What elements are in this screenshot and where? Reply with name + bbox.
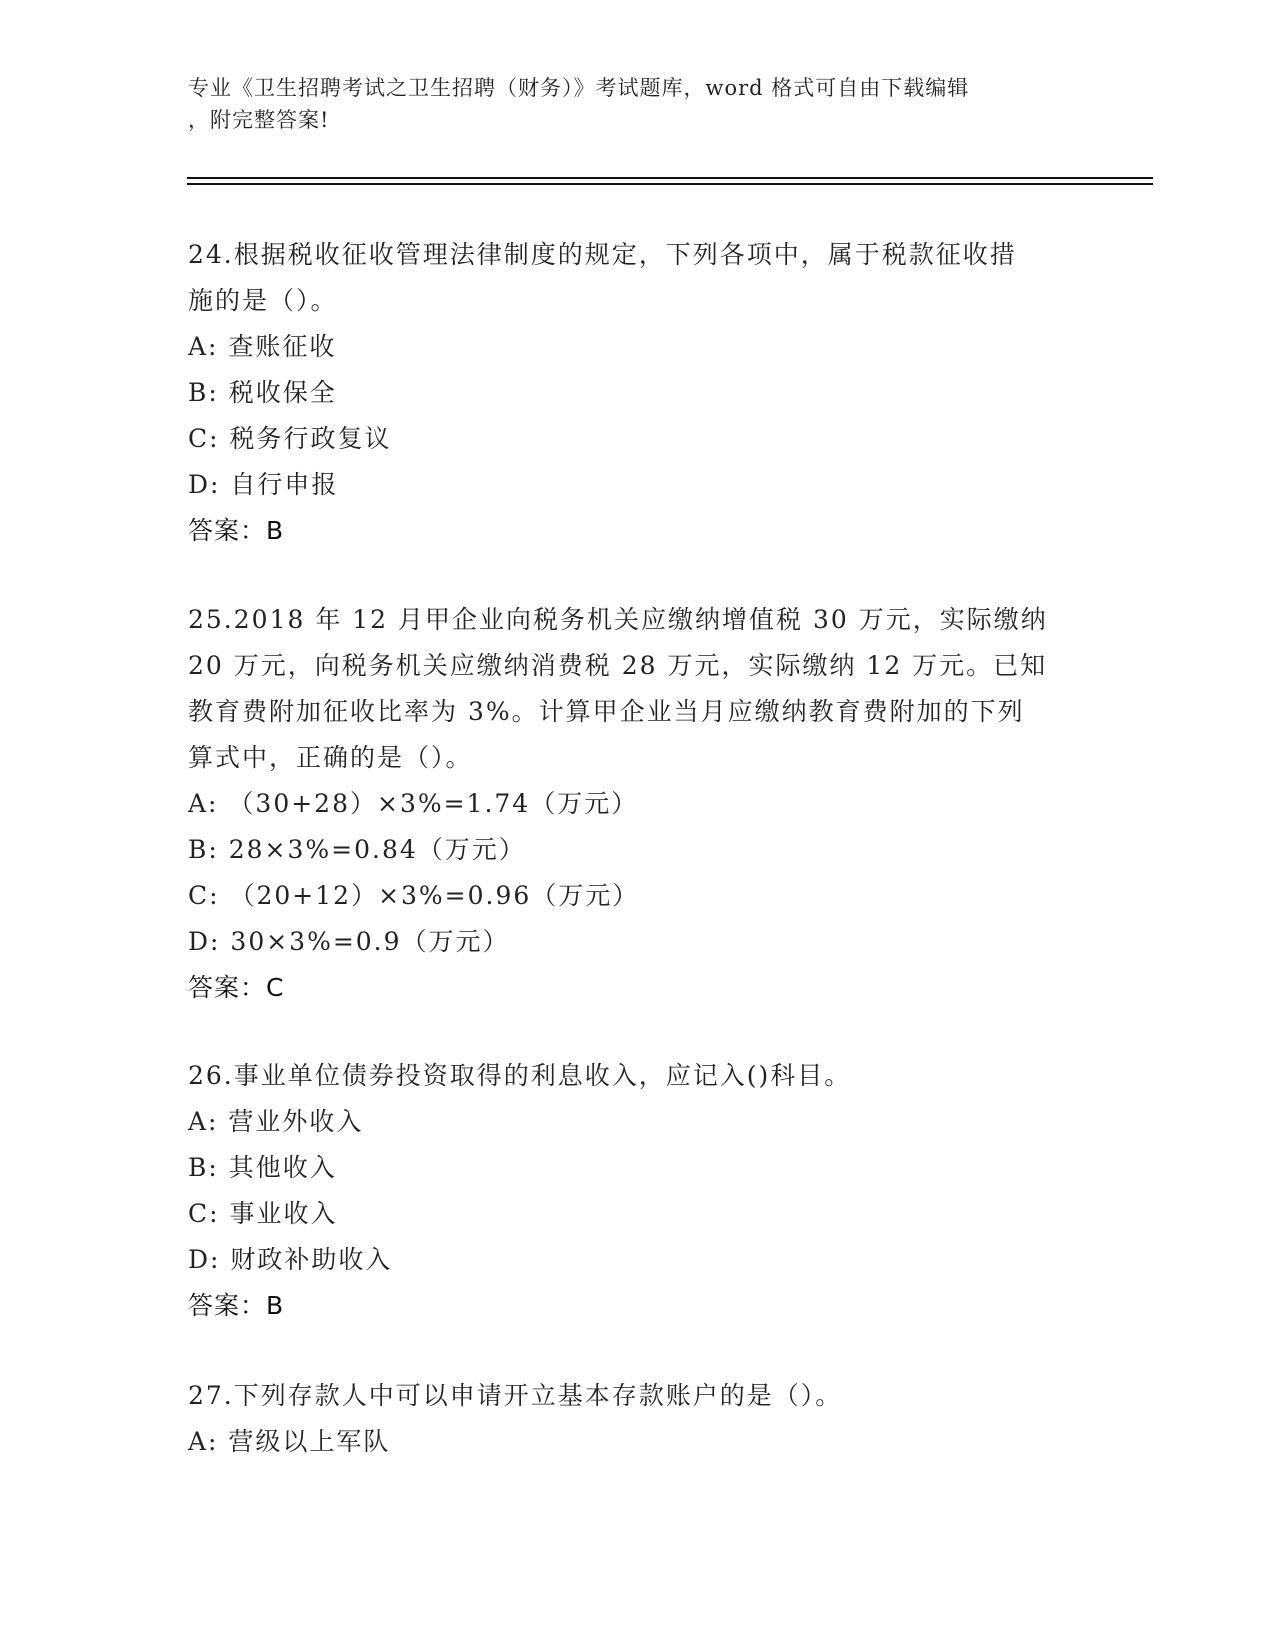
option-d: D: 财政补助收入 [188,1245,393,1274]
document-header [188,72,1068,136]
option-d: D: 30×3%=0.9（万元） [188,927,510,956]
question-text-line: 27.下列存款人中可以申请开立基本存款账户的是（）。 [188,1381,843,1410]
question-26 [188,1053,1088,1329]
option-a: A: 查账征收 [188,332,337,361]
option-c: C: 税务行政复议 [188,424,392,453]
question-24 [188,232,1088,554]
option-a: A: 营业外收入 [188,1107,364,1136]
option-b: B: 税收保全 [188,378,337,407]
option-a: A: （30+28）×3%=1.74（万元） [188,789,639,818]
question-25 [188,597,1088,1011]
question-text-line: 算式中，正确的是（）。 [188,743,473,772]
option-b: B: 28×3%=0.84（万元） [188,835,526,864]
header-title-line-2: ，附完整答案! [188,108,330,132]
question-text-line: 20 万元，向税务机关应缴纳消费税 28 万元，实际缴纳 12 万元。已知 [188,651,1048,680]
answer-label: 答案：C [188,973,285,1002]
option-c: C: 事业收入 [188,1199,338,1228]
option-d: D: 自行申报 [188,470,339,499]
answer-label: 答案：B [188,516,285,545]
header-divider-bottom [187,183,1153,185]
question-text-line: 施的是（）。 [188,286,338,315]
option-a: A: 营级以上军队 [188,1427,391,1456]
option-c: C: （20+12）×3%=0.96（万元） [188,881,640,910]
header-title-line-1: 专业《卫生招聘考试之卫生招聘（财务）》考试题库，word 格式可自由下载编辑 [188,76,970,100]
answer-label: 答案：B [188,1291,285,1320]
question-text-line: 24.根据税收征收管理法律制度的规定，下列各项中，属于税款征收措 [188,240,1017,269]
question-27 [188,1373,1088,1465]
option-b: B: 其他收入 [188,1153,337,1182]
question-text-line: 26.事业单位债券投资取得的利息收入，应记入()科目。 [188,1061,852,1090]
question-text-line: 教育费附加征收比率为 3%。计算甲企业当月应缴纳教育费附加的下列 [188,697,1025,726]
question-text-line: 25.2018 年 12 月甲企业向税务机关应缴纳增值税 30 万元，实际缴纳 [188,605,1048,634]
header-divider-top [187,177,1153,179]
